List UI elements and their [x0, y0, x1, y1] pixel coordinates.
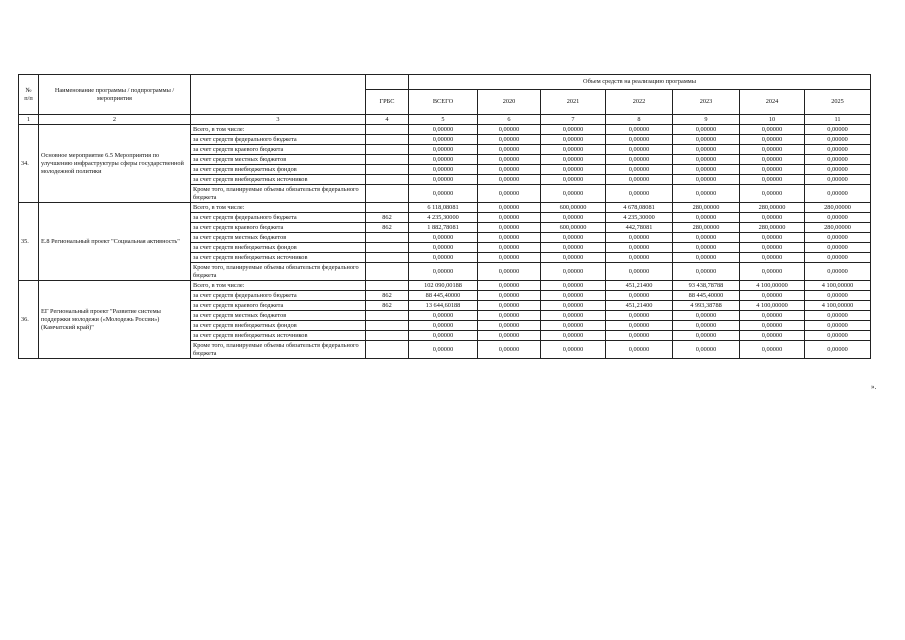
year-value: 0,00000 — [673, 311, 740, 321]
year-value: 280,00000 — [805, 203, 871, 213]
year-value: 0,00000 — [541, 135, 606, 145]
year-value: 93 438,78788 — [673, 281, 740, 291]
year-value: 0,00000 — [805, 243, 871, 253]
column-index: 8 — [606, 115, 673, 125]
funding-source-label: за счет средств внебюджетных источников — [191, 331, 366, 341]
grbs-code — [366, 175, 409, 185]
total-value: 0,00000 — [409, 175, 478, 185]
year-value: 0,00000 — [673, 185, 740, 203]
section-number: 35. — [19, 203, 39, 281]
total-value: 4 235,30000 — [409, 213, 478, 223]
funding-source-label: за счет средств краевого бюджета — [191, 223, 366, 233]
year-value: 0,00000 — [740, 331, 805, 341]
year-value: 0,00000 — [606, 175, 673, 185]
column-index: 2 — [39, 115, 191, 125]
year-value: 0,00000 — [478, 321, 541, 331]
year-value: 280,00000 — [805, 223, 871, 233]
year-value: 0,00000 — [673, 155, 740, 165]
year-value: 0,00000 — [805, 155, 871, 165]
column-index: 6 — [478, 115, 541, 125]
year-value: 0,00000 — [805, 175, 871, 185]
year-value: 0,00000 — [805, 311, 871, 321]
year-value: 0,00000 — [740, 321, 805, 331]
grbs-code — [366, 331, 409, 341]
grbs-code — [366, 321, 409, 331]
funding-source-label: за счет средств внебюджетных фондов — [191, 165, 366, 175]
year-value: 0,00000 — [606, 233, 673, 243]
year-value: 4 100,00000 — [805, 301, 871, 311]
year-value: 0,00000 — [541, 291, 606, 301]
total-value: 0,00000 — [409, 145, 478, 155]
year-value: 442,78081 — [606, 223, 673, 233]
total-value: 0,00000 — [409, 321, 478, 331]
year-value: 0,00000 — [673, 253, 740, 263]
grbs-code — [366, 203, 409, 213]
year-value: 0,00000 — [541, 341, 606, 359]
funding-source-label: за счет средств внебюджетных фондов — [191, 243, 366, 253]
total-value: 0,00000 — [409, 125, 478, 135]
year-value: 0,00000 — [478, 203, 541, 213]
year-value: 0,00000 — [606, 263, 673, 281]
grbs-code — [366, 145, 409, 155]
year-value: 0,00000 — [541, 165, 606, 175]
year-value: 0,00000 — [606, 145, 673, 155]
funding-source-label: за счет средств местных бюджетов — [191, 233, 366, 243]
year-value: 0,00000 — [478, 233, 541, 243]
header-num: № п/п — [19, 75, 39, 115]
year-value: 0,00000 — [805, 341, 871, 359]
column-index: 9 — [673, 115, 740, 125]
year-value: 0,00000 — [805, 145, 871, 155]
year-value: 0,00000 — [805, 253, 871, 263]
budget-table — [18, 74, 871, 359]
year-value: 0,00000 — [805, 233, 871, 243]
year-value: 0,00000 — [478, 243, 541, 253]
grbs-code: 862 — [366, 213, 409, 223]
year-value: 4 678,08081 — [606, 203, 673, 213]
header-name: Наименование программы / подпрограммы / мероприятия — [39, 75, 191, 115]
total-value: 13 644,60188 — [409, 301, 478, 311]
total-value: 0,00000 — [409, 243, 478, 253]
column-index: 1 — [19, 115, 39, 125]
funding-source-label: за счет средств федерального бюджета — [191, 135, 366, 145]
total-value: 0,00000 — [409, 253, 478, 263]
year-value: 0,00000 — [673, 165, 740, 175]
year-value: 0,00000 — [740, 175, 805, 185]
year-value: 0,00000 — [478, 185, 541, 203]
table-body — [19, 125, 871, 359]
year-value: 0,00000 — [740, 213, 805, 223]
year-value: 0,00000 — [805, 263, 871, 281]
year-value: 0,00000 — [541, 233, 606, 243]
header-blank — [191, 75, 366, 115]
year-value: 600,00000 — [541, 223, 606, 233]
header-funding: Объем средств на реализацию программы — [409, 75, 871, 90]
year-value: 0,00000 — [805, 213, 871, 223]
funding-source-label: Кроме того, планируемые объемы обязательств федерального бюджета — [191, 341, 366, 359]
grbs-code: 862 — [366, 223, 409, 233]
year-value: 0,00000 — [541, 331, 606, 341]
header-year: 2021 — [541, 90, 606, 115]
funding-source-label: Всего, в том числе: — [191, 125, 366, 135]
funding-source-label: за счет средств внебюджетных источников — [191, 253, 366, 263]
year-value: 0,00000 — [673, 145, 740, 155]
year-value: 0,00000 — [541, 243, 606, 253]
column-index: 11 — [805, 115, 871, 125]
grbs-code — [366, 253, 409, 263]
funding-source-label: за счет средств внебюджетных источников — [191, 175, 366, 185]
year-value: 0,00000 — [740, 233, 805, 243]
year-value: 0,00000 — [541, 311, 606, 321]
column-index: 10 — [740, 115, 805, 125]
year-value: 0,00000 — [606, 311, 673, 321]
year-value: 0,00000 — [478, 175, 541, 185]
grbs-code — [366, 341, 409, 359]
table-header — [19, 75, 871, 125]
funding-source-label: за счет средств внебюджетных фондов — [191, 321, 366, 331]
year-value: 0,00000 — [478, 155, 541, 165]
year-value: 0,00000 — [478, 263, 541, 281]
year-value: 0,00000 — [740, 263, 805, 281]
total-value: 102 090,00188 — [409, 281, 478, 291]
funding-source-label: Всего, в том числе: — [191, 203, 366, 213]
year-value: 0,00000 — [740, 311, 805, 321]
total-value: 0,00000 — [409, 263, 478, 281]
year-value: 0,00000 — [478, 223, 541, 233]
year-value: 0,00000 — [805, 165, 871, 175]
year-value: 0,00000 — [673, 125, 740, 135]
funding-source-label: за счет средств краевого бюджета — [191, 301, 366, 311]
total-value: 0,00000 — [409, 165, 478, 175]
year-value: 0,00000 — [740, 253, 805, 263]
year-value: 4 100,00000 — [740, 301, 805, 311]
year-value: 0,00000 — [805, 185, 871, 203]
year-value: 0,00000 — [541, 213, 606, 223]
total-value: 0,00000 — [409, 135, 478, 145]
year-value: 0,00000 — [740, 135, 805, 145]
total-value: 88 445,40000 — [409, 291, 478, 301]
year-value: 4 235,30000 — [606, 213, 673, 223]
year-value: 0,00000 — [740, 291, 805, 301]
year-value: 0,00000 — [541, 253, 606, 263]
funding-source-label: за счет средств федерального бюджета — [191, 291, 366, 301]
year-value: 280,00000 — [740, 223, 805, 233]
year-value: 0,00000 — [606, 155, 673, 165]
year-value: 0,00000 — [740, 165, 805, 175]
grbs-code — [366, 165, 409, 175]
year-value: 0,00000 — [541, 301, 606, 311]
year-value: 0,00000 — [805, 331, 871, 341]
closing-quote-mark: ». — [871, 383, 877, 391]
year-value: 0,00000 — [673, 341, 740, 359]
year-value: 280,00000 — [740, 203, 805, 213]
year-value: 451,21400 — [606, 301, 673, 311]
funding-source-label: за счет средств федерального бюджета — [191, 213, 366, 223]
column-index: 4 — [366, 115, 409, 125]
year-value: 0,00000 — [606, 321, 673, 331]
funding-source-label: Всего, в том числе: — [191, 281, 366, 291]
grbs-code: 862 — [366, 291, 409, 301]
funding-source-label: Кроме того, планируемые объемы обязательств федерального бюджета — [191, 263, 366, 281]
table-row — [19, 203, 871, 213]
funding-source-label: за счет средств местных бюджетов — [191, 311, 366, 321]
year-value: 0,00000 — [478, 165, 541, 175]
grbs-code: 862 — [366, 301, 409, 311]
year-value: 0,00000 — [673, 175, 740, 185]
funding-source-label: за счет средств краевого бюджета — [191, 145, 366, 155]
table-row — [19, 125, 871, 135]
year-value: 0,00000 — [606, 185, 673, 203]
grbs-code — [366, 185, 409, 203]
year-value: 4 100,00000 — [740, 281, 805, 291]
year-value: 0,00000 — [478, 253, 541, 263]
total-value: 0,00000 — [409, 185, 478, 203]
year-value: 0,00000 — [673, 243, 740, 253]
column-index: 3 — [191, 115, 366, 125]
year-value: 0,00000 — [478, 341, 541, 359]
year-value: 0,00000 — [805, 291, 871, 301]
grbs-code — [366, 263, 409, 281]
section-name: ЕГ Региональный проект "Развитие системы поддержки молодежи («Молодежь России») (Камчатский край)" — [39, 281, 191, 359]
funding-source-label: Кроме того, планируемые объемы обязательств федерального бюджета — [191, 185, 366, 203]
total-value: 6 118,08081 — [409, 203, 478, 213]
year-value: 0,00000 — [478, 213, 541, 223]
year-value: 0,00000 — [478, 291, 541, 301]
year-value: 0,00000 — [805, 125, 871, 135]
total-value: 0,00000 — [409, 155, 478, 165]
year-value: 0,00000 — [606, 135, 673, 145]
grbs-code — [366, 125, 409, 135]
section-number: 34. — [19, 125, 39, 203]
header-total: ВСЕГО — [409, 90, 478, 115]
total-value: 1 882,78081 — [409, 223, 478, 233]
year-value: 0,00000 — [673, 135, 740, 145]
year-value: 0,00000 — [541, 281, 606, 291]
section-number: 36. — [19, 281, 39, 359]
total-value: 0,00000 — [409, 311, 478, 321]
total-value: 0,00000 — [409, 331, 478, 341]
year-value: 88 445,40000 — [673, 291, 740, 301]
section-name: Е.8 Региональный проект "Социальная активность" — [39, 203, 191, 281]
year-value: 280,00000 — [673, 223, 740, 233]
year-value: 0,00000 — [740, 341, 805, 359]
total-value: 0,00000 — [409, 233, 478, 243]
year-value: 0,00000 — [740, 155, 805, 165]
year-value: 0,00000 — [541, 263, 606, 281]
year-value: 0,00000 — [541, 155, 606, 165]
year-value: 0,00000 — [740, 185, 805, 203]
column-index-row — [19, 115, 871, 125]
year-value: 4 993,38788 — [673, 301, 740, 311]
year-value: 0,00000 — [541, 145, 606, 155]
year-value: 0,00000 — [541, 185, 606, 203]
year-value: 0,00000 — [478, 125, 541, 135]
year-value: 0,00000 — [740, 125, 805, 135]
header-year: 2022 — [606, 90, 673, 115]
year-value: 451,21400 — [606, 281, 673, 291]
year-value: 0,00000 — [606, 331, 673, 341]
column-index: 5 — [409, 115, 478, 125]
year-value: 4 100,00000 — [805, 281, 871, 291]
year-value: 0,00000 — [478, 311, 541, 321]
grbs-code — [366, 281, 409, 291]
year-value: 0,00000 — [541, 125, 606, 135]
year-value: 0,00000 — [805, 321, 871, 331]
year-value: 0,00000 — [478, 281, 541, 291]
header-year: 2020 — [478, 90, 541, 115]
total-value: 0,00000 — [409, 341, 478, 359]
year-value: 0,00000 — [606, 291, 673, 301]
year-value: 600,00000 — [541, 203, 606, 213]
year-value: 0,00000 — [606, 165, 673, 175]
year-value: 0,00000 — [740, 243, 805, 253]
funding-source-label: за счет средств местных бюджетов — [191, 155, 366, 165]
year-value: 0,00000 — [478, 135, 541, 145]
year-value: 280,00000 — [673, 203, 740, 213]
header-grbs-top — [366, 75, 409, 90]
year-value: 0,00000 — [740, 145, 805, 155]
grbs-code — [366, 311, 409, 321]
year-value: 0,00000 — [541, 175, 606, 185]
table-row — [19, 281, 871, 291]
grbs-code — [366, 135, 409, 145]
header-year: 2024 — [740, 90, 805, 115]
year-value: 0,00000 — [478, 331, 541, 341]
year-value: 0,00000 — [673, 321, 740, 331]
header-grbs: ГРБС — [366, 90, 409, 115]
grbs-code — [366, 233, 409, 243]
year-value: 0,00000 — [606, 125, 673, 135]
grbs-code — [366, 155, 409, 165]
year-value: 0,00000 — [673, 233, 740, 243]
year-value: 0,00000 — [478, 301, 541, 311]
year-value: 0,00000 — [805, 135, 871, 145]
year-value: 0,00000 — [541, 321, 606, 331]
year-value: 0,00000 — [673, 263, 740, 281]
year-value: 0,00000 — [606, 243, 673, 253]
year-value: 0,00000 — [606, 341, 673, 359]
header-year: 2025 — [805, 90, 871, 115]
year-value: 0,00000 — [673, 331, 740, 341]
year-value: 0,00000 — [606, 253, 673, 263]
header-year: 2023 — [673, 90, 740, 115]
grbs-code — [366, 243, 409, 253]
year-value: 0,00000 — [673, 213, 740, 223]
section-name: Основное мероприятие 6.5 Мероприятия по улучшению инфраструктуры сферы государственной молодежной политики — [39, 125, 191, 203]
column-index: 7 — [541, 115, 606, 125]
year-value: 0,00000 — [478, 145, 541, 155]
